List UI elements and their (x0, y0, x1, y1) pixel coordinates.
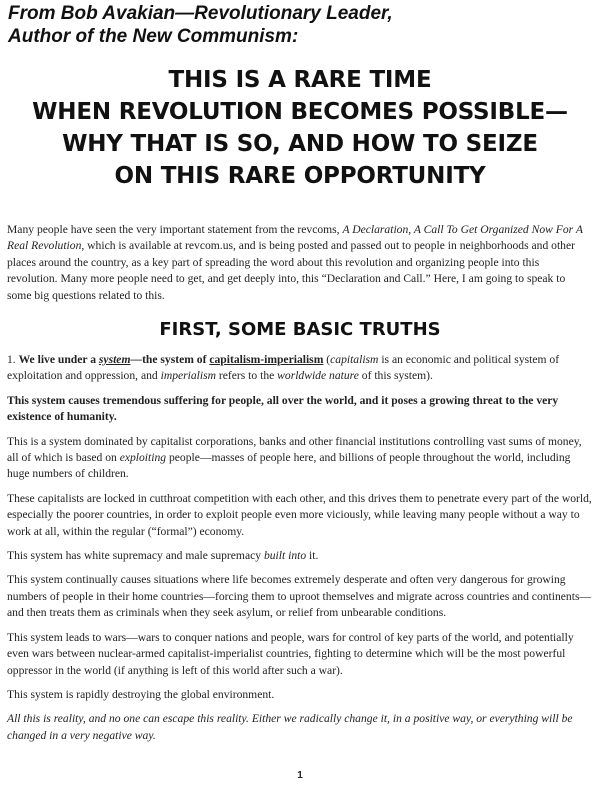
headline-line-2: WHEN REVOLUTION BECOMES POSSIBLE— (32, 99, 568, 125)
truth-text: ( (323, 353, 331, 366)
truth-paragraph-5 (7, 548, 592, 564)
closing-statement: All this is reality, and no one can escape this reality. Either we radically change it, in a positive way, or everything will be changed in a very negative way. (7, 712, 573, 742)
headline-line-3: WHY THAT IS SO, AND HOW TO SEIZE (62, 131, 538, 157)
headline (0, 64, 600, 192)
byline-line-1: From Bob Avakian—Revolutionary Leader, (8, 3, 393, 24)
section-title: FIRST, SOME BASIC TRUTHS (159, 319, 441, 340)
truth-paragraph-3 (7, 434, 592, 483)
truth-text: This system has white supremacy and male supremacy (7, 549, 264, 563)
byline-line-2: Author of the New Communism: (8, 26, 299, 47)
truth-paragraph-6: This system continually causes situations where life becomes extremely desperate and often very dangerous for growing numbers of people in their home countries—forcing them to uproot themselves and migrate across countries and continents—and then treats them as criminals when they seek asylum, or relief from unbearable conditions. (7, 573, 592, 620)
truth-paragraph-1 (7, 352, 592, 385)
truth-text: This is a system dominated by capitalist corporations, banks and other financial institutions controlling vast sums of money, all of which is based on (7, 434, 582, 465)
intro-paragraph (7, 222, 592, 304)
truth-text: refers to the (216, 369, 278, 383)
truth-number: 1. (7, 353, 19, 366)
capitalism-imperialism-emphasis: capitalism-imperialism (209, 353, 324, 366)
declaration-title: A Declaration, A Call To Get Organized Now For A Real Revolution (7, 223, 583, 253)
truth-paragraph-7: This system leads to wars—wars to conquer nations and people, wars for control of key parts of the world, and potentially even wars between nuclear-armed capitalist-imperialist countries, fighting to determine which will be the most powerful oppressor in the world (if anything is left of this world after such a war). (7, 630, 574, 677)
byline (8, 2, 588, 48)
basic-truths (7, 352, 592, 752)
page-number: 1 (297, 770, 303, 781)
worldwide-nature-term: worldwide nature (277, 369, 359, 383)
truth-bold-2: —the system of (130, 353, 210, 366)
truth-bold-statement: This system causes tremendous suffering for people, all over the world, and it poses a growing threat to the very existence of humanity. (7, 393, 559, 424)
truth-text: of this system). (358, 369, 433, 383)
truth-paragraph-4: These capitalists are locked in cutthroat competition with each other, and this drives them to penetrate every part of the world, especially the poorer countries, in order to exploit people even more viciously, while leaving many people without a way to work at all, within the regular (“formal”) economy. (7, 491, 592, 538)
system-emphasis: system (98, 353, 131, 366)
truth-text: it. (306, 549, 319, 563)
truth-text: is an economic and political system of exploitation and oppression, and (7, 353, 560, 383)
truth-paragraph-2 (7, 393, 592, 426)
intro-text-2: , which is available at revcom.us, and is being posted and passed out to people in neighborhoods and other places around the country, as a key part of spreading the word about this revolution and organizing people into this revolution. Many more people need to get, and get deeply into, this “Declaration and Call.” Here, I am going to speak to some big questions related to this. (7, 239, 575, 302)
imperialism-term: imperialism (160, 369, 216, 383)
built-into-term: built into (263, 549, 307, 563)
capitalism-term: capitalism (330, 353, 379, 366)
truth-bold-1: We live under a (18, 353, 99, 366)
exploiting-term: exploiting (119, 451, 167, 465)
headline-line-1: THIS IS A RARE TIME (168, 67, 432, 93)
intro-text-1: Many people have seen the very important statement from the revcoms, (7, 223, 343, 236)
truth-text: people—masses of people here, and billions of people throughout the world, including huge numbers of children. (7, 451, 571, 481)
truth-paragraph-8: This system is rapidly destroying the global environment. (7, 687, 275, 701)
headline-line-4: ON THIS RARE OPPORTUNITY (114, 163, 486, 189)
truth-paragraph-9 (7, 711, 592, 744)
